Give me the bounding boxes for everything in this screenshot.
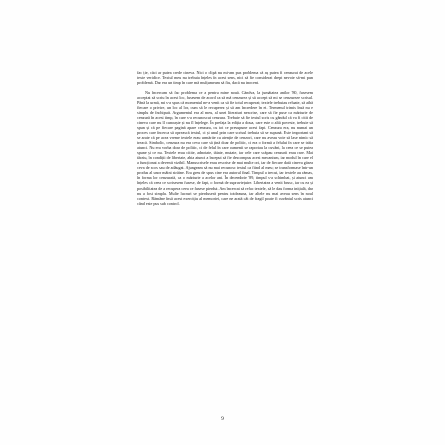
page-number: 9 bbox=[221, 416, 224, 422]
paragraph-1: fac ție, căci ar putea crede cineva. Nici o clipă nu mi-am pus problema că aș putea fi cenzurat de acele texte veridice. Textul meu nu trebuia înțeles în acest sens, nici să fie considerat drept nevoie să-mi pun problemă. Dar era un timp în care mă mulțumeam să fiu, dacă nu inocent. bbox=[137, 70, 313, 86]
paragraph-2: Nu încercam să fac problema ce a pentru mine nouă. Căndva, la jumătatea anilor '80, fusesem acceptat să scriu în acest loc, fusesem de acord ca să mă cenzurez și să accept să mi se cenzureze scrisul. Până la urmă, mi s-a spus că momentul ne-a venit ca să fie totul recuperat; textele trebuiau reluate, să aibă fiecare o privire, un loc al lor, cum să le recuperez și să am încredere în ei. Termenul trimis însă nu e simplu de închipuit. Argumentul era al meu, al unei literaturi nescrise, care să fie puse ca mărturie de cenzură în acest timp, în care s-a recunoscut cenzura. Trebuie să fie textul scris cu gândul că va fi citit de cineva care nu îl cunoaște și nu îl înțelege. În prefața la ediția a doua, care este o altă poveste, trebuie să spun și că pe fiecare pagină apare cenzura, cu tot ce presupune acest fapt. Cenzura era, nu numai un proces care încerca să oprească textul, ci și unul prin care scrisul trebuia să se supună. Este important să se arate că pe acea vreme textele erau urmărite cu atenție de cenzori, care nu aveau voie să lase nimic să treacă. Simbolic, cenzura nu era ceva care să țină doar de politic, ci era o formă a felului în care se trăia atunci. Nu era vorba doar de politic, ci de felul în care oamenii se raportau la cuvânt, la ceea ce se putea spune și ce nu. Textele erau citite, adnotate, tăiate, mutate, iar cele care scăpau cenzurii erau rare. Mai târziu, în condiții de libertate, abia atunci a început să fie descompus acest mecanism, iar modul în care el a funcționat a devenit vizibil. Manuscrisele erau rescrise de mai multe ori, iar de fiecare dată cineva găsea ceva de scos sau de adăugat. Ajungeam să nu mai recunosc textul ca fiind al meu; se transformase într-un produs al unor mâini străine. Era greu de spus cine era autorul final. Timpul a trecut, iar textele au rămas, în forma lor cenzurată, ca o mărturie a acelor ani. În decembrie '89, timpul s-a schimbat, și atunci am înțeles că ceea ce scrisesem fusese, de fapt, o formă de supraviețuire. Libertatea a venit brusc, iar cu ea și posibilitatea de a recupera ceea ce fusese pierdut. Am încercat să refac textele, să le dau forma inițială, dar nu a fost simplu. Multe lucruri se pierduseră pentru totdeauna, iar altele nu mai aveau sens în noul context. Rămâne însă acest exercițiu al memoriei, care ne arată cât de fragil poate fi cuvântul scris atunci când este pus sub control. bbox=[137, 89, 314, 206]
body-text bbox=[137, 70, 313, 206]
